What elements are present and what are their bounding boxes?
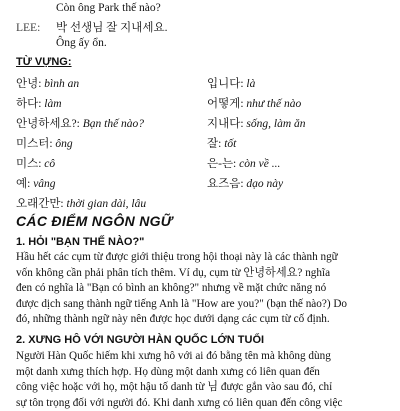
vocabulary-definition: bình an [44, 78, 80, 90]
speaker-label: LEE: [16, 22, 41, 34]
vocabulary-definition: thời gian dài, lâu [66, 198, 147, 210]
vocabulary-item [16, 194, 212, 214]
vocabulary-korean: 오래간만: [16, 198, 64, 210]
dialogue-line-vietnamese: Ông ấy ổn. [56, 37, 107, 49]
subsection-heading-1: 1. HỎI "BẠN THẾ NÀO?" [16, 236, 145, 248]
vocabulary-korean: 하다: [16, 98, 42, 110]
paragraph-line: Hầu hết các cụm từ được giới thiệu trong hội thoại này là các thành ngữ [16, 251, 338, 263]
vocabulary-item [207, 74, 397, 94]
vocabulary-definition: vâng [33, 178, 56, 190]
paragraph-line: đó, những thành ngữ này nên được học dưới dạng các cụm từ cố định. [16, 313, 330, 326]
vocabulary-item [16, 134, 212, 154]
vocabulary-korean: 요즈음: [207, 178, 244, 190]
vocabulary-definition: là [246, 78, 256, 90]
vocabulary-item [207, 134, 397, 154]
subsection-heading-2: 2. XƯNG HÔ VỚI NGƯỜI HÀN QUỐC LỚN TUỔI [16, 334, 265, 346]
section-heading: CÁC ĐIỂM NGÔN NGỮ [16, 213, 173, 229]
vocabulary-item [207, 114, 397, 134]
vocabulary-item [16, 94, 212, 114]
dialogue-line-korean: 박 선생님 잘 지내세요. [56, 22, 168, 34]
vocabulary-item [207, 174, 397, 194]
vocabulary-item [207, 154, 397, 174]
vocabulary-definition: còn về ... [239, 158, 281, 170]
paragraph-line: được dịch sang thành ngữ tiếng Anh là "How are you?" (bạn thế nào?) Do [16, 297, 348, 310]
vocabulary-definition: cô [44, 158, 56, 170]
paragraph-1 [16, 250, 388, 328]
vocabulary-definition: ông [55, 138, 73, 150]
vocabulary-korean: 미스: [16, 158, 42, 170]
paragraph-line: công việc hoặc với họ, một hậu tố danh từ 님 được gắn vào sau đó, chỉ [16, 381, 333, 394]
paragraph-line: vốn không cần phải phân tích thêm. Ví dụ, cụm từ 안녕하세요? nghĩa [16, 266, 331, 279]
paragraph-2 [16, 349, 388, 411]
vocabulary-item [207, 94, 397, 114]
vocabulary-definition: làm [44, 98, 62, 110]
vocabulary-item [16, 174, 212, 194]
vocabulary-korean: 미스터: [16, 138, 53, 150]
vocabulary-title: TỪ VỰNG: [16, 56, 72, 68]
vocabulary-column-left [16, 74, 212, 214]
paragraph-line: Người Hàn Quốc hiếm khi xưng hô với ai đó bằng tên mà không dùng [16, 350, 331, 362]
vocabulary-korean: 예: [16, 178, 31, 190]
vocabulary-definition: tốt [224, 138, 237, 150]
vocabulary-item [16, 74, 212, 94]
vocabulary-korean: 안녕하세요?: [16, 118, 80, 130]
vocabulary-korean: 안녕: [16, 78, 42, 90]
vocabulary-definition: sống, làm ăn [246, 118, 306, 130]
vocabulary-korean: 입니다: [207, 78, 244, 90]
vocabulary-korean: 은-는: [207, 158, 237, 170]
paragraph-line: sự tôn trọng đối với người đó. Khi danh xưng có liên quan đến công việc [16, 396, 343, 409]
paragraph-line: một danh xưng thích hợp. Họ dùng một danh xưng có liên quan đến [16, 365, 320, 378]
vocabulary-definition: Bạn thế nào? [82, 118, 145, 130]
vocabulary-column-right [207, 74, 397, 194]
paragraph-line: đen có nghĩa là "Bạn có bình an không?" nhưng về mặt chức năng nó [16, 282, 327, 295]
vocabulary-korean: 잘: [207, 138, 222, 150]
vocabulary-definition: như thế nào [246, 98, 302, 110]
vocabulary-item [16, 154, 212, 174]
dialogue-line: Còn ông Park thế nào? [56, 2, 161, 14]
vocabulary-korean: 지내다: [207, 118, 244, 130]
vocabulary-korean: 어떻게: [207, 98, 244, 110]
vocabulary-item [16, 114, 212, 134]
vocabulary-definition: dạo này [246, 178, 284, 190]
